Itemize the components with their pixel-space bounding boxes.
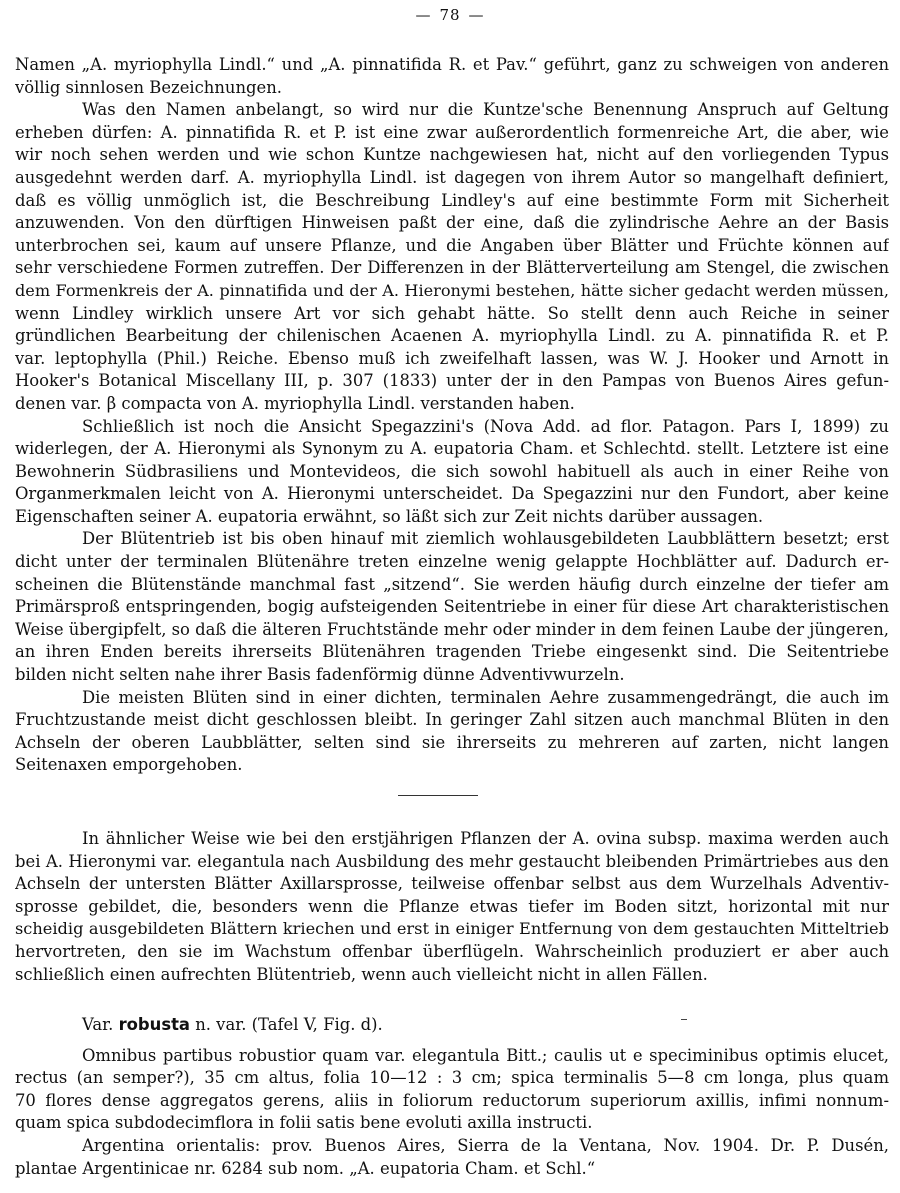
- text-line: daß es völlig unmöglich ist, die Beschreibung Lindley's auf eine bestimmte Form mit Sicherheit: [15, 190, 889, 210]
- text-line: Argentina orientalis: prov. Buenos Aires, Sierra de la Ventana, Nov. 1904. Dr. P. Dusén,: [82, 1135, 889, 1155]
- text-line: Schließlich ist noch die Ansicht Spegazzini's (Nova Add. ad flor. Patagon. Pars I, 1899) zu: [82, 416, 889, 436]
- text-line: Primärsproß entspringenden, bogig aufsteigenden Seitentriebe in einer für diese Art charakteristischen: [15, 597, 889, 617]
- main-text-block: [15, 54, 889, 777]
- paragraph-flowering-shoot: [15, 528, 889, 686]
- paragraph-spegazzini: [15, 416, 889, 529]
- text-line: dem Formenkreis der A. pinnatifida und der A. Hieronymi bestehen, hätte sicher gedacht werden müssen,: [15, 280, 889, 300]
- text-line: quam spica subdodecimflora in folii satis bene evoluti axilla instructi.: [15, 1113, 593, 1133]
- text-line: Was den Namen anbelangt, so wird nur die Kuntze'sche Benennung Anspruch auf Geltung: [82, 100, 889, 120]
- text-line: hervortreten, den sie im Wachstum offenbar überflügeln. Wahrscheinlich produziert er aber auch: [15, 941, 889, 961]
- text-line: Die meisten Blüten sind in einer dichten, terminalen Aehre zusammengedrängt, die auch im: [82, 687, 889, 707]
- text-line: sprosse gebildet, die, besonders wenn die Pflanze etwas tiefer im Boden sitzt, horizontal mit nur: [15, 896, 889, 916]
- text-line: an ihren Enden bereits ihrerseits Blütenähren tragenden Triebe eingesenkt sind. Die Seitentriebe: [15, 642, 889, 662]
- text-line: plantae Argentinicae nr. 6284 sub nom. „A. eupatoria Cham. et Schl.“: [15, 1158, 596, 1178]
- variety-prefix: Var.: [82, 1015, 114, 1034]
- text-line: ausgedehnt werden darf. A. myriophylla Lindl. ist dagegen von ihrem Autor so mangelhaft definiert,: [15, 167, 889, 187]
- text-line: In ähnlicher Weise wie bei den erstjährigen Pflanzen der A. ovina subsp. maxima werden auch: [82, 829, 889, 848]
- text-line: bei A. Hieronymi var. elegantula nach Ausbildung des mehr gestaucht bleibenden Primärtriebes aus den: [15, 851, 889, 871]
- text-line: var. leptophylla (Phil.) Reiche. Ebenso muß ich zweifelhaft lassen, was W. J. Hooker und Arnott in: [15, 348, 889, 368]
- text-line: Namen „A. myriophylla Lindl.“ und „A. pinnatifida R. et Pav.“ geführt, ganz zu schweigen von anderen: [15, 55, 889, 74]
- variety-suffix: n. var. (Tafel V, Fig. d).: [195, 1015, 383, 1034]
- text-line: 70 flores dense aggregatos gerens, aliis in foliorum reductorum superiorum axillis, infimi nonnum-: [15, 1090, 889, 1110]
- text-line: denen var. β compacta von A. myriophylla Lindl. verstanden haben.: [15, 393, 575, 413]
- paragraph-axillary-shoots: [15, 828, 889, 986]
- paragraph-latin-diagnosis: [15, 1045, 889, 1135]
- text-line: gründlichen Bearbeitung der chilenischen Acaenen A. myriophylla Lindl. zu A. pinnatifida R. et P.: [15, 326, 889, 346]
- text-line: bilden nicht selten nahe ihrer Basis fadenförmig dünne Adventivwurzeln.: [15, 665, 625, 685]
- text-line: Bewohnerin Südbrasiliens und Montevideos, die sich sowohl habituell als auch in einer Reihe von: [15, 461, 889, 481]
- text-line: Achseln der oberen Laubblätter, selten sind sie ihrerseits zu mehreren auf zarten, nicht langen: [15, 732, 889, 752]
- text-line: wenn Lindley wirklich unsere Art vor sich gehabt hätte. So stellt denn auch Reiche in seiner: [15, 303, 889, 323]
- paragraph-flowers: [15, 687, 889, 777]
- text-line: anzuwenden. Von den dürftigen Hinweisen paßt der eine, daß die zylindrische Aehre an der Basis: [15, 213, 889, 233]
- text-line: sehr verschiedene Formen zutreffen. Der Differenzen in der Blätterverteilung am Stengel, die zwischen: [15, 258, 889, 278]
- text-line: dicht unter der terminalen Blütenähre treten einzelne wenig gelappte Hochblätter auf. Dadurch er-: [15, 552, 889, 572]
- text-line: Organmerkmalen leicht von A. Hieronymi unterscheidet. Da Spegazzini nur den Fundort, aber keine: [15, 484, 889, 504]
- text-line: erheben dürfen: A. pinnatifida R. et P. ist eine zwar außerordentlich formenreiche Art, die aber, wie: [15, 122, 889, 142]
- text-line: Weise übergipfelt, so daß die älteren Fruchtstände mehr oder minder in dem feinen Laube der jüngeren,: [15, 619, 889, 639]
- text-line: unterbrochen sei, kaum auf unsere Pflanze, und die Angaben über Blätter und Früchte können auf: [15, 235, 889, 255]
- section-divider: [398, 795, 478, 796]
- page-number: [0, 6, 900, 24]
- text-line: Hooker's Botanical Miscellany III, p. 307 (1833) unter der in den Pampas von Buenos Aires gefun-: [15, 371, 889, 391]
- page-number-dash-right: —: [468, 6, 485, 24]
- text-line: schließlich einen aufrechten Blütentrieb, wenn auch vielleicht nicht in allen Fällen.: [15, 964, 708, 984]
- paragraph-locality: [15, 1135, 889, 1180]
- text-line: Eigenschaften seiner A. eupatoria erwähnt, so läßt sich zur Zeit nichts darüber aussagen.: [15, 506, 764, 526]
- text-line: scheidig ausgebildeten Blättern kriechen und erst in einiger Entfernung von dem gestauchten Mitteltrieb: [15, 919, 889, 939]
- variety-name: robusta: [118, 1015, 190, 1034]
- text-line: widerlegen, der A. Hieronymi als Synonym zu A. eupatoria Cham. et Schlechtd. stellt. Letztere ist eine: [15, 439, 889, 459]
- text-line: scheinen die Blütenstände manchmal fast „sitzend“. Sie werden häufig durch einzelne der tiefer am: [15, 574, 889, 594]
- paragraph-continuation: [15, 54, 889, 99]
- paragraph-naming: [15, 99, 889, 415]
- text-line: völlig sinnlosen Bezeichnungen.: [15, 77, 282, 97]
- text-line: Fruchtzustande meist dicht geschlossen bleibt. In geringer Zahl sitzen auch manchmal Blüten in den: [15, 710, 889, 730]
- text-line: rectus (an semper?), 35 cm altus, folia 10—12 : 3 cm; spica terminalis 5—8 cm longa, plus quam: [15, 1068, 889, 1088]
- text-line: Omnibus partibus robustior quam var. elegantula Bitt.; caulis ut e speciminibus optimis elucet,: [82, 1045, 889, 1065]
- text-line: Seitenaxen emporgehoben.: [15, 755, 243, 775]
- variety-heading: [15, 1014, 889, 1037]
- text-line: Der Blütentrieb ist bis oben hinauf mit ziemlich wohlausgebildeten Laubblättern besetzt; erst: [82, 529, 889, 549]
- text-line: wir noch sehen werden und wie schon Kuntze nachgewiesen hat, nicht auf den vorliegenden Typus: [15, 145, 889, 165]
- page-number-value: 78: [439, 6, 461, 24]
- page-number-dash-left: —: [415, 6, 432, 24]
- variety-block: [15, 1014, 889, 1180]
- lower-text-block: [15, 828, 889, 986]
- text-line: Achseln der untersten Blätter Axillarsprosse, teilweise offenbar selbst aus dem Wurzelhals Adventiv-: [15, 874, 889, 894]
